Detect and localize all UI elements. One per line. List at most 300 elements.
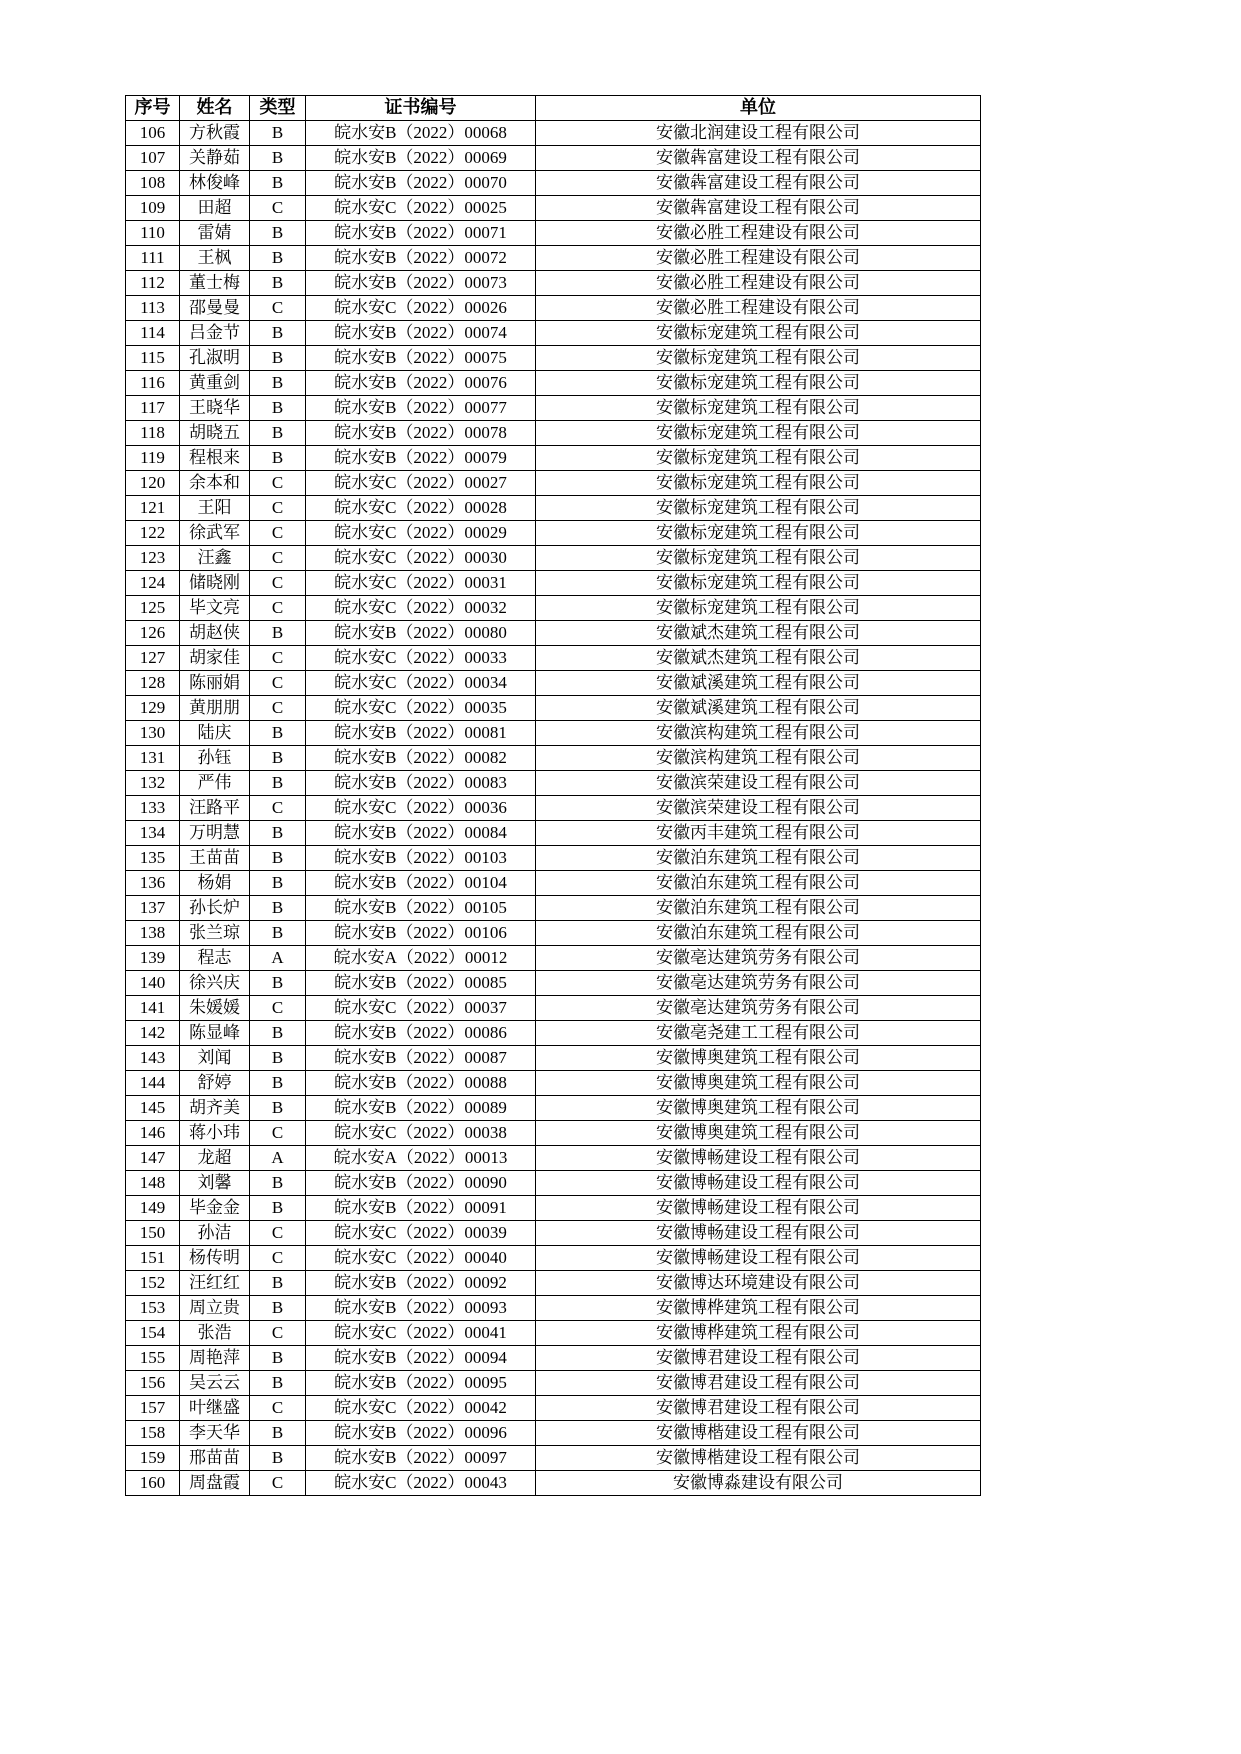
cell-index: 158 [126, 1421, 180, 1446]
cell-organization: 安徽标宠建筑工程有限公司 [536, 421, 981, 446]
table-row [126, 496, 981, 521]
cell-index: 141 [126, 996, 180, 1021]
cell-type: B [250, 721, 306, 746]
cell-organization: 安徽博淼建设有限公司 [536, 1471, 981, 1496]
cell-type: C [250, 671, 306, 696]
cell-cert-number: 皖水安B（2022）00094 [306, 1346, 536, 1371]
cell-cert-number: 皖水安C（2022）00042 [306, 1396, 536, 1421]
cell-index: 128 [126, 671, 180, 696]
cell-type: C [250, 1471, 306, 1496]
cell-cert-number: 皖水安C（2022）00033 [306, 646, 536, 671]
cell-organization: 安徽亳达建筑劳务有限公司 [536, 946, 981, 971]
table-row [126, 1171, 981, 1196]
table-row [126, 646, 981, 671]
cell-name: 方秋霞 [180, 121, 250, 146]
cell-organization: 安徽标宠建筑工程有限公司 [536, 596, 981, 621]
cell-type: C [250, 296, 306, 321]
cell-type: B [250, 1196, 306, 1221]
table-row [126, 871, 981, 896]
cell-index: 132 [126, 771, 180, 796]
table-row [126, 221, 981, 246]
cell-index: 156 [126, 1371, 180, 1396]
cell-name: 徐兴庆 [180, 971, 250, 996]
table-row [126, 1446, 981, 1471]
cell-name: 黄重剑 [180, 371, 250, 396]
cell-index: 134 [126, 821, 180, 846]
cell-cert-number: 皖水安C（2022）00036 [306, 796, 536, 821]
cell-organization: 安徽滨构建筑工程有限公司 [536, 721, 981, 746]
cell-organization: 安徽博畅建设工程有限公司 [536, 1246, 981, 1271]
cell-organization: 安徽滨荣建设工程有限公司 [536, 771, 981, 796]
table-row [126, 746, 981, 771]
header-organization: 单位 [536, 96, 981, 121]
cell-type: C [250, 496, 306, 521]
cell-organization: 安徽标宠建筑工程有限公司 [536, 571, 981, 596]
table-row [126, 671, 981, 696]
table-row [126, 971, 981, 996]
cell-index: 111 [126, 246, 180, 271]
cell-cert-number: 皖水安B（2022）00082 [306, 746, 536, 771]
table-row [126, 1321, 981, 1346]
cell-organization: 安徽泊东建筑工程有限公司 [536, 921, 981, 946]
cell-index: 109 [126, 196, 180, 221]
cell-organization: 安徽斌杰建筑工程有限公司 [536, 621, 981, 646]
cell-index: 138 [126, 921, 180, 946]
cell-cert-number: 皖水安B（2022）00092 [306, 1271, 536, 1296]
cell-cert-number: 皖水安C（2022）00043 [306, 1471, 536, 1496]
cell-cert-number: 皖水安C（2022）00030 [306, 546, 536, 571]
cell-cert-number: 皖水安B（2022）00089 [306, 1096, 536, 1121]
table-row [126, 796, 981, 821]
cell-index: 117 [126, 396, 180, 421]
cell-index: 116 [126, 371, 180, 396]
cell-index: 114 [126, 321, 180, 346]
cell-cert-number: 皖水安B（2022）00091 [306, 1196, 536, 1221]
cell-organization: 安徽斌溪建筑工程有限公司 [536, 696, 981, 721]
cell-cert-number: 皖水安C（2022）00041 [306, 1321, 536, 1346]
cell-index: 153 [126, 1296, 180, 1321]
cell-cert-number: 皖水安C（2022）00032 [306, 596, 536, 621]
cell-name: 陈丽娟 [180, 671, 250, 696]
cell-name: 万明慧 [180, 821, 250, 846]
cell-organization: 安徽标宠建筑工程有限公司 [536, 396, 981, 421]
cell-cert-number: 皖水安B（2022）00080 [306, 621, 536, 646]
table-row [126, 1196, 981, 1221]
cell-type: B [250, 246, 306, 271]
cell-organization: 安徽泊东建筑工程有限公司 [536, 846, 981, 871]
table-row [126, 996, 981, 1021]
cell-cert-number: 皖水安B（2022）00084 [306, 821, 536, 846]
table-row [126, 1121, 981, 1146]
table-row [126, 471, 981, 496]
cell-organization: 安徽标宠建筑工程有限公司 [536, 546, 981, 571]
cell-type: B [250, 1071, 306, 1096]
table-row [126, 296, 981, 321]
cell-type: B [250, 896, 306, 921]
table-header-row [126, 96, 981, 121]
cell-name: 周盘霞 [180, 1471, 250, 1496]
cell-index: 130 [126, 721, 180, 746]
cell-type: B [250, 1346, 306, 1371]
cell-index: 159 [126, 1446, 180, 1471]
cell-type: B [250, 171, 306, 196]
cell-type: C [250, 596, 306, 621]
cell-cert-number: 皖水安B（2022）00105 [306, 896, 536, 921]
cell-type: B [250, 371, 306, 396]
cell-cert-number: 皖水安B（2022）00083 [306, 771, 536, 796]
cell-type: B [250, 396, 306, 421]
cell-organization: 安徽亳达建筑劳务有限公司 [536, 971, 981, 996]
cell-type: B [250, 1446, 306, 1471]
cell-organization: 安徽亳尧建工工程有限公司 [536, 1021, 981, 1046]
cell-name: 程根来 [180, 446, 250, 471]
cell-organization: 安徽标宠建筑工程有限公司 [536, 521, 981, 546]
cell-organization: 安徽亳达建筑劳务有限公司 [536, 996, 981, 1021]
cell-type: A [250, 946, 306, 971]
table-row [126, 446, 981, 471]
cell-index: 145 [126, 1096, 180, 1121]
cell-cert-number: 皖水安B（2022）00088 [306, 1071, 536, 1096]
table-row [126, 1071, 981, 1096]
table-row [126, 1221, 981, 1246]
table-row [126, 396, 981, 421]
cell-name: 邵曼曼 [180, 296, 250, 321]
cell-name: 周立贵 [180, 1296, 250, 1321]
cell-index: 118 [126, 421, 180, 446]
cell-type: B [250, 121, 306, 146]
cell-index: 131 [126, 746, 180, 771]
table-row [126, 1421, 981, 1446]
table-row [126, 946, 981, 971]
table-row [126, 1346, 981, 1371]
cell-name: 邢苗苗 [180, 1446, 250, 1471]
cell-index: 155 [126, 1346, 180, 1371]
table-row [126, 421, 981, 446]
cell-type: C [250, 196, 306, 221]
cell-index: 120 [126, 471, 180, 496]
cell-cert-number: 皖水安B（2022）00085 [306, 971, 536, 996]
cell-type: B [250, 971, 306, 996]
cell-name: 张浩 [180, 1321, 250, 1346]
cell-index: 124 [126, 571, 180, 596]
table-row [126, 1371, 981, 1396]
cell-cert-number: 皖水安B（2022）00072 [306, 246, 536, 271]
cell-organization: 安徽博奥建筑工程有限公司 [536, 1046, 981, 1071]
cell-type: B [250, 1046, 306, 1071]
table-row [126, 1471, 981, 1496]
cell-cert-number: 皖水安B（2022）00079 [306, 446, 536, 471]
cell-organization: 安徽泊东建筑工程有限公司 [536, 896, 981, 921]
cell-organization: 安徽必胜工程建设有限公司 [536, 296, 981, 321]
cell-index: 115 [126, 346, 180, 371]
cell-type: B [250, 871, 306, 896]
cell-index: 154 [126, 1321, 180, 1346]
table-row [126, 1396, 981, 1421]
header-index: 序号 [126, 96, 180, 121]
cell-name: 孔淑明 [180, 346, 250, 371]
table-row [126, 196, 981, 221]
header-name: 姓名 [180, 96, 250, 121]
cell-cert-number: 皖水安B（2022）00093 [306, 1296, 536, 1321]
cell-cert-number: 皖水安B（2022）00087 [306, 1046, 536, 1071]
cell-cert-number: 皖水安C（2022）00037 [306, 996, 536, 1021]
table-row [126, 621, 981, 646]
cell-name: 程志 [180, 946, 250, 971]
cell-organization: 安徽犇富建设工程有限公司 [536, 196, 981, 221]
cell-name: 孙长炉 [180, 896, 250, 921]
cell-name: 毕金金 [180, 1196, 250, 1221]
table-row [126, 171, 981, 196]
cell-type: B [250, 1421, 306, 1446]
table-row [126, 1046, 981, 1071]
cell-index: 148 [126, 1171, 180, 1196]
cell-index: 123 [126, 546, 180, 571]
cell-cert-number: 皖水安B（2022）00086 [306, 1021, 536, 1046]
cell-index: 142 [126, 1021, 180, 1046]
cell-name: 孙洁 [180, 1221, 250, 1246]
cell-cert-number: 皖水安B（2022）00073 [306, 271, 536, 296]
table-row [126, 1271, 981, 1296]
cell-name: 储晓刚 [180, 571, 250, 596]
cell-organization: 安徽犇富建设工程有限公司 [536, 146, 981, 171]
cell-organization: 安徽标宠建筑工程有限公司 [536, 446, 981, 471]
cell-index: 122 [126, 521, 180, 546]
cell-index: 121 [126, 496, 180, 521]
header-type: 类型 [250, 96, 306, 121]
cell-name: 严伟 [180, 771, 250, 796]
cell-type: B [250, 1296, 306, 1321]
cell-name: 王苗苗 [180, 846, 250, 871]
cell-type: B [250, 146, 306, 171]
cell-index: 144 [126, 1071, 180, 1096]
table-row [126, 346, 981, 371]
cell-name: 林俊峰 [180, 171, 250, 196]
cell-organization: 安徽标宠建筑工程有限公司 [536, 471, 981, 496]
cell-name: 舒婷 [180, 1071, 250, 1096]
cell-index: 149 [126, 1196, 180, 1221]
cell-type: C [250, 1396, 306, 1421]
cell-cert-number: 皖水安B（2022）00106 [306, 921, 536, 946]
cell-name: 张兰琼 [180, 921, 250, 946]
table-row [126, 121, 981, 146]
table-row [126, 896, 981, 921]
cell-name: 王枫 [180, 246, 250, 271]
table-row [126, 146, 981, 171]
cell-organization: 安徽博奥建筑工程有限公司 [536, 1071, 981, 1096]
cell-cert-number: 皖水安B（2022）00077 [306, 396, 536, 421]
cell-cert-number: 皖水安B（2022）00095 [306, 1371, 536, 1396]
cell-index: 126 [126, 621, 180, 646]
cell-cert-number: 皖水安C（2022）00028 [306, 496, 536, 521]
cell-index: 107 [126, 146, 180, 171]
cell-organization: 安徽滨荣建设工程有限公司 [536, 796, 981, 821]
cell-name: 叶继盛 [180, 1396, 250, 1421]
table-row [126, 1146, 981, 1171]
cell-organization: 安徽博畅建设工程有限公司 [536, 1171, 981, 1196]
cell-name: 朱媛媛 [180, 996, 250, 1021]
cell-type: C [250, 796, 306, 821]
cell-index: 136 [126, 871, 180, 896]
cell-type: B [250, 821, 306, 846]
cell-organization: 安徽博奥建筑工程有限公司 [536, 1121, 981, 1146]
cell-type: A [250, 1146, 306, 1171]
cell-organization: 安徽博君建设工程有限公司 [536, 1396, 981, 1421]
cell-type: B [250, 1271, 306, 1296]
cell-cert-number: 皖水安B（2022）00076 [306, 371, 536, 396]
cell-cert-number: 皖水安B（2022）00104 [306, 871, 536, 896]
cell-type: C [250, 1221, 306, 1246]
cell-index: 129 [126, 696, 180, 721]
cell-organization: 安徽博君建设工程有限公司 [536, 1346, 981, 1371]
cell-organization: 安徽博楷建设工程有限公司 [536, 1446, 981, 1471]
cell-cert-number: 皖水安B（2022）00103 [306, 846, 536, 871]
cell-cert-number: 皖水安B（2022）00075 [306, 346, 536, 371]
cell-name: 胡齐美 [180, 1096, 250, 1121]
cell-cert-number: 皖水安C（2022）00039 [306, 1221, 536, 1246]
cell-name: 黄朋朋 [180, 696, 250, 721]
cell-name: 周艳萍 [180, 1346, 250, 1371]
cell-type: B [250, 746, 306, 771]
cell-index: 113 [126, 296, 180, 321]
cell-type: C [250, 996, 306, 1021]
cell-organization: 安徽博桦建筑工程有限公司 [536, 1321, 981, 1346]
cell-index: 160 [126, 1471, 180, 1496]
cell-index: 139 [126, 946, 180, 971]
cell-cert-number: 皖水安C（2022）00026 [306, 296, 536, 321]
cell-type: B [250, 221, 306, 246]
cell-cert-number: 皖水安C（2022）00038 [306, 1121, 536, 1146]
cell-name: 胡赵侠 [180, 621, 250, 646]
cell-organization: 安徽必胜工程建设有限公司 [536, 246, 981, 271]
table-row [126, 846, 981, 871]
cell-name: 刘馨 [180, 1171, 250, 1196]
cell-type: B [250, 846, 306, 871]
cell-index: 119 [126, 446, 180, 471]
cell-name: 王阳 [180, 496, 250, 521]
cell-index: 133 [126, 796, 180, 821]
cell-index: 143 [126, 1046, 180, 1071]
cell-name: 汪路平 [180, 796, 250, 821]
table-row [126, 1246, 981, 1271]
cell-type: B [250, 321, 306, 346]
cell-index: 152 [126, 1271, 180, 1296]
cell-name: 龙超 [180, 1146, 250, 1171]
cell-organization: 安徽丙丰建筑工程有限公司 [536, 821, 981, 846]
cell-name: 关静茹 [180, 146, 250, 171]
cell-organization: 安徽标宠建筑工程有限公司 [536, 321, 981, 346]
cell-index: 150 [126, 1221, 180, 1246]
table-row [126, 521, 981, 546]
cell-cert-number: 皖水安B（2022）00096 [306, 1421, 536, 1446]
cell-type: B [250, 1096, 306, 1121]
cell-index: 125 [126, 596, 180, 621]
table-row [126, 696, 981, 721]
cell-cert-number: 皖水安C（2022）00031 [306, 571, 536, 596]
cell-cert-number: 皖水安C（2022）00035 [306, 696, 536, 721]
cell-organization: 安徽博畅建设工程有限公司 [536, 1196, 981, 1221]
cell-cert-number: 皖水安B（2022）00078 [306, 421, 536, 446]
cell-type: C [250, 521, 306, 546]
cell-cert-number: 皖水安B（2022）00090 [306, 1171, 536, 1196]
cell-name: 徐武军 [180, 521, 250, 546]
cell-type: B [250, 621, 306, 646]
table-row [126, 546, 981, 571]
cell-name: 胡晓五 [180, 421, 250, 446]
table-row [126, 371, 981, 396]
cell-organization: 安徽泊东建筑工程有限公司 [536, 871, 981, 896]
cell-cert-number: 皖水安A（2022）00012 [306, 946, 536, 971]
cell-type: C [250, 1246, 306, 1271]
cell-type: C [250, 646, 306, 671]
cell-name: 杨传明 [180, 1246, 250, 1271]
cell-index: 127 [126, 646, 180, 671]
table-row [126, 821, 981, 846]
header-cert-number: 证书编号 [306, 96, 536, 121]
cell-type: C [250, 471, 306, 496]
cell-index: 137 [126, 896, 180, 921]
cell-cert-number: 皖水安B（2022）00081 [306, 721, 536, 746]
table-row [126, 596, 981, 621]
cell-cert-number: 皖水安C（2022）00034 [306, 671, 536, 696]
cell-index: 108 [126, 171, 180, 196]
cell-index: 135 [126, 846, 180, 871]
cell-name: 董士梅 [180, 271, 250, 296]
cell-cert-number: 皖水安B（2022）00069 [306, 146, 536, 171]
cell-organization: 安徽必胜工程建设有限公司 [536, 271, 981, 296]
cell-cert-number: 皖水安B（2022）00074 [306, 321, 536, 346]
cell-organization: 安徽犇富建设工程有限公司 [536, 171, 981, 196]
cell-index: 112 [126, 271, 180, 296]
table-row [126, 246, 981, 271]
cell-organization: 安徽标宠建筑工程有限公司 [536, 496, 981, 521]
cell-organization: 安徽博君建设工程有限公司 [536, 1371, 981, 1396]
cell-organization: 安徽博达环境建设有限公司 [536, 1271, 981, 1296]
cell-type: C [250, 571, 306, 596]
cell-organization: 安徽博畅建设工程有限公司 [536, 1146, 981, 1171]
cell-name: 汪红红 [180, 1271, 250, 1296]
cell-organization: 安徽博桦建筑工程有限公司 [536, 1296, 981, 1321]
cell-organization: 安徽滨构建筑工程有限公司 [536, 746, 981, 771]
cell-cert-number: 皖水安B（2022）00070 [306, 171, 536, 196]
cell-organization: 安徽博畅建设工程有限公司 [536, 1221, 981, 1246]
cell-index: 110 [126, 221, 180, 246]
table-row [126, 1021, 981, 1046]
cell-organization: 安徽斌溪建筑工程有限公司 [536, 671, 981, 696]
cell-type: C [250, 1321, 306, 1346]
cell-name: 李天华 [180, 1421, 250, 1446]
cell-index: 147 [126, 1146, 180, 1171]
cell-name: 吴云云 [180, 1371, 250, 1396]
cell-index: 146 [126, 1121, 180, 1146]
cell-name: 雷婧 [180, 221, 250, 246]
table-row [126, 321, 981, 346]
cell-index: 151 [126, 1246, 180, 1271]
cell-type: B [250, 421, 306, 446]
cell-organization: 安徽北润建设工程有限公司 [536, 121, 981, 146]
cell-name: 刘闻 [180, 1046, 250, 1071]
cell-name: 田超 [180, 196, 250, 221]
cell-cert-number: 皖水安C（2022）00029 [306, 521, 536, 546]
cell-type: C [250, 546, 306, 571]
cell-cert-number: 皖水安B（2022）00068 [306, 121, 536, 146]
table-row [126, 921, 981, 946]
cell-name: 胡家佳 [180, 646, 250, 671]
cell-organization: 安徽标宠建筑工程有限公司 [536, 371, 981, 396]
cell-index: 140 [126, 971, 180, 996]
cell-organization: 安徽博奥建筑工程有限公司 [536, 1096, 981, 1121]
cell-organization: 安徽斌杰建筑工程有限公司 [536, 646, 981, 671]
table-row [126, 571, 981, 596]
